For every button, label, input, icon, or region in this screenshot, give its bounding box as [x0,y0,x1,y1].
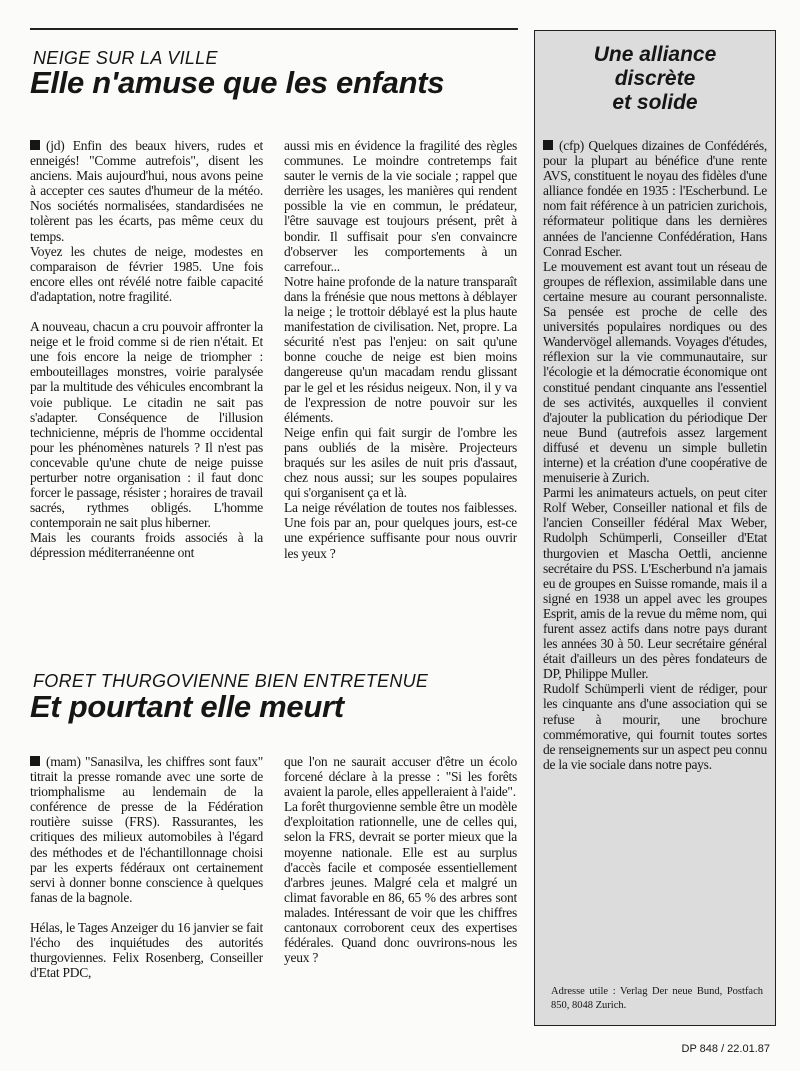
sidebar-title-line: discrète [614,67,696,90]
sidebar-box [534,30,776,1026]
article2-kicker: FORET THURGOVIENNE BIEN ENTRETENUE [33,671,429,691]
article2-paragraph: (mam) "Sanasilva, les chiffres sont faux" titrait la presse romande avec une sorte de triomphalisme au lendemain de la conférence de presse de la Fédération routière suisse (FRS). Rassurantes, les critiques des milieux automobiles à l'égard des méthodes et de l'échantillonnage choisi par les experts fédéraux ont certainement servi à donner bonne conscience à quelques fanas de la bagnole. [30,754,263,905]
article1-column-left [30,138,263,643]
article1-paragraph: La neige révélation de toutes nos faiblesses. Une fois par an, pour quelques jours, est-ce une expérience suffisante pour nous ouvrir les yeux ? [284,500,517,561]
article1-paragraph: (jd) Enfin des beaux hivers, rudes et enneigés! "Comme autrefois", disent les anciens. Mais aujourd'hui, nous avons peine à accepter ces sautes d'humeur de la météo. Nos sociétés normalisées, standardisées ne tolèrent pas les écarts, pas même ceux du temps. [30,138,263,244]
sidebar-paragraph: (cfp) Quelques dizaines de Confédérés, pour la plupart au bénéfice d'une rente AVS, constituent le noyau des fidèles d'une alliance fondée en 1935 : l'Escherbund. Le nom fait référence à un patricien zurichois, réformateur politique dans les dernières années de l'ancienne Confédération, Hans Conrad Escher. [543,138,767,259]
bullet-square-icon [30,140,40,150]
sidebar-paragraph: Le mouvement est avant tout un réseau de groupes de réflexion, assimilable dans une certaine mesure au courant personnaliste. Sa pensée est proche de celle des universités populaires nordiques ou des Wandervögel allemands. Voyages d'études, réflexion sur la vie communautaire, sur l'écologie et la démocratie économique ont constitué pendant cinquante ans l'essentiel de ses activités, auxquelles il convient d'ajouter la publication du périodique Der neue Bund (autrefois assez largement diffusé et devenu un simple bulletin interne) et la création d'une coopérative de menuiserie à Zurich. [543,258,767,486]
sidebar-title-line: et solide [612,91,698,114]
bullet-square-icon [30,756,40,766]
sidebar-title-line: Une alliance [593,43,717,66]
article1-headline: Elle n'amuse que les enfants [30,65,445,100]
article2-column-left [30,754,263,1019]
article2-headline: Et pourtant elle meurt [30,689,344,724]
article2-paragraph: La forêt thurgovienne semble être un modèle d'exploitation rationnelle, une de celles qui, selon la FRS, devrait se porter mieux que la moyenne nationale. Elle est au surplus d'accès facile et composée essentiellement d'arbres jeunes. Malgré cela et malgré un climat favorable en 86, 65 % des arbres sont malades. Intéressant de voir que les chiffres cantonaux corroborent ceux des expertises fédérales. Quand donc ouvrirons-nous les yeux ? [284,799,517,966]
article1-kicker: NEIGE SUR LA VILLE [33,48,218,68]
sidebar-paragraph: Rudolf Schümperli vient de rédiger, pour les cinquante ans d'une association qui se refuse à mourir, une brochure commémorative, qui fournit toutes sortes de renseignements sur un aspect peu connu de la vie sociale dans notre pays. [543,681,767,772]
article1-paragraph: Notre haine profonde de la nature transparaît dans la frénésie que nous mettons à déblayer la neige ; le trottoir déblayé est la plus haute manifestation de civilisation. Net, propre. La sécurité n'est pas l'enjeu: on sait qu'une bonne couche de neige est bien moins dangereuse qu'un macadam rendu glissant par le gel et les résidus neigeux. Non, il y va de l'expression de notre pouvoir sur les éléments. [284,273,517,425]
sidebar-body [543,138,767,772]
article1-paragraph: A nouveau, chacun a cru pouvoir affronter la neige et le froid comme si de rien n'était. Et une fois encore la neige de triompher : embouteillages monstres, voirie paralysée par la multitude des véhicules encombrant la voie publique. Le citadin ne sait pas s'adapter. Conséquence de l'illusion technicienne, mépris de l'homme occidental pour les phénomènes naturels ? Il n'est pas concevable qu'une chute de neige puisse perturber notre organisation : il faut donc forcer le passage, résister ; horaires de travail sacrés, rythmes obligés. L'homme contemporain ne sait plus hiberner. [30,319,263,531]
article1-paragraph: Neige enfin qui fait surgir de l'ombre les pans oubliés de la misère. Projecteurs braqués sur les asiles de nuit pris d'assaut, chez nous aussi; sur les soupes populaires qui s'organisent ça et là. [284,424,517,501]
sidebar-title [535,43,775,115]
article1-column-right [284,138,517,643]
sidebar-address: Adresse utile : Verlag Der neue Bund, Postfach 850, 8048 Zurich. [551,986,763,1011]
top-rule [30,28,518,30]
article2-column-right [284,754,517,1019]
article1-paragraph: Mais les courants froids associés à la dépression méditerranéenne ont [30,530,263,561]
bullet-square-icon [543,140,553,150]
article1-paragraph: Voyez les chutes de neige, modestes en comparaison de février 1985. Une fois encore elles ont révélé notre faible capacité d'adaptation, notre fragilité. [30,243,263,304]
article2-paragraph: Hélas, le Tages Anzeiger du 16 janvier se fait l'écho des inquiétudes des autorités thurgoviennes. Felix Rosenberg, Conseiller d'Etat PDC, [30,919,263,981]
article1-paragraph: aussi mis en évidence la fragilité des règles communes. Le moindre contretemps fait sauter le vernis de la vie sociale ; rappel que derrière les usages, les manières qui rendent possible la vie en commun, le prédateur, l'être sauvage est toujours présent, prêt à bondir. Il suffisait pour s'en convaincre d'observer les comportements à un carrefour... [284,138,517,274]
sidebar-paragraph: Parmi les animateurs actuels, on peut citer Rolf Weber, Conseiller national et fils de l'ancien Conseiller fédéral Max Weber, Rudolph Schümperli, Conseiller d'Etat thurgovien et Mascha Oettli, ancienne secrétaire du PSS. L'Escherbund n'a jamais eu de groupes en Suisse romande, mais il a signé en 1938 un appel avec les groupes Esprit, amis de la revue du même nom, qui furent assez actifs dans notre pays durant les années 30 à 50. Leur secrétaire général était d'ailleurs un des pères fondateurs de DP, Philippe Muller. [543,485,767,682]
issue-footer: DP 848 / 22.01.87 [681,1043,770,1055]
article2-paragraph: que l'on ne saurait accuser d'être un écolo forcené déclare à la presse : "Si les forêts avaient la parole, elles appelleraient à l'aide". [284,754,517,800]
